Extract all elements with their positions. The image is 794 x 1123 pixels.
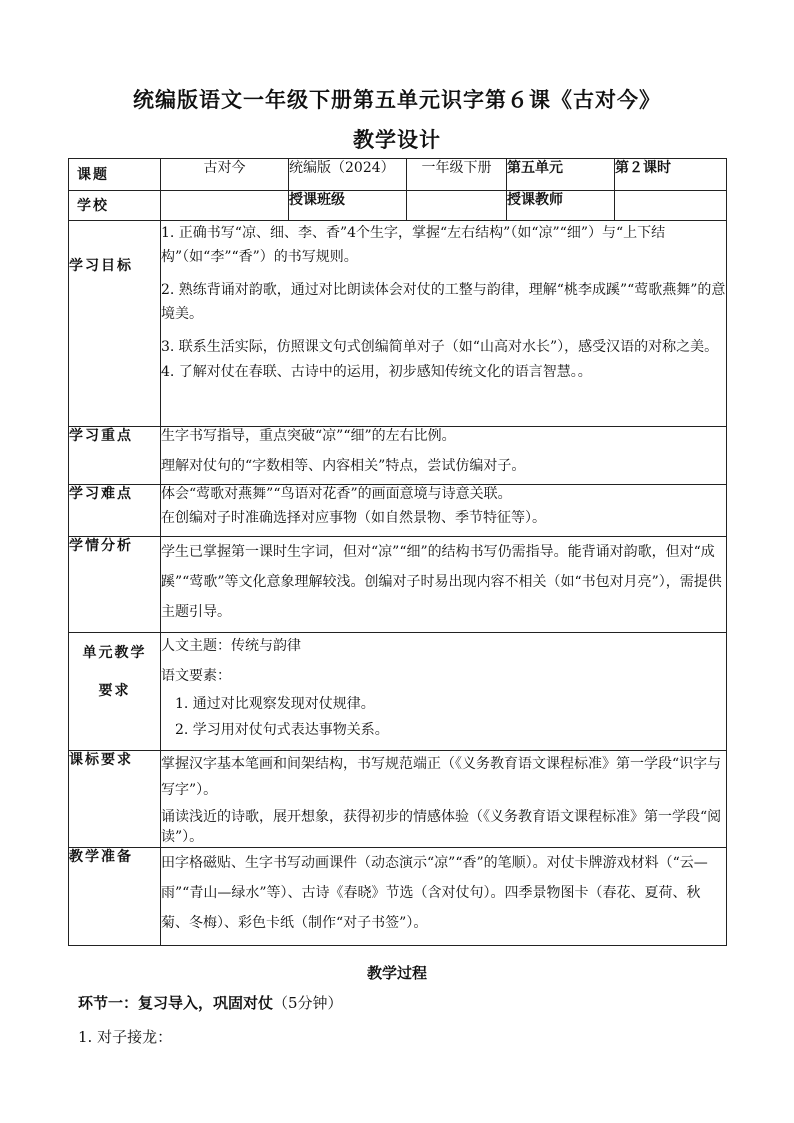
teacher-value bbox=[615, 191, 727, 221]
row-difficulties bbox=[69, 485, 727, 537]
row-school bbox=[69, 191, 727, 221]
topic-label: 课题 bbox=[69, 159, 161, 191]
step1-time: （5分钟） bbox=[273, 994, 343, 1012]
analysis-label: 学情分析 bbox=[69, 537, 161, 633]
difficulties-label: 学习难点 bbox=[69, 485, 161, 537]
analysis-text: 学生已掌握第一课时生字词，但对“凉”“细”的结构书写仍需指导。能背诵对韵歌，但对“成蹊”“莺歌”等文化意象理解较浅。创编对子时易出现内容不相关（如“书包对月亮”），需提供主题引导。 bbox=[161, 544, 722, 620]
curriculum-label: 课标要求 bbox=[69, 751, 161, 848]
unit-element-2: 2. 学习用对仗句式表达事物关系。 bbox=[175, 722, 389, 738]
objective-1: 1. 正确书写“凉、细、李、香”4个生字，掌握“左右结构”（如“凉”“细”）与“上下结构”（如“李”“香”）的书写规则。 bbox=[161, 225, 666, 265]
difficulty-1: 体会“莺歌对燕舞”“鸟语对花香”的画面意境与诗意关联。 bbox=[161, 486, 512, 502]
objective-3: 3. 联系生活实际，仿照课文句式创编简单对子（如“山高对水长”），感受汉语的对称之美。 bbox=[161, 339, 719, 355]
objective-2: 2. 熟练背诵对韵歌，通过对比朗读体会对仗的工整与韵律，理解“桃李成蹊”“莺歌燕舞”的意境美。 bbox=[161, 282, 726, 322]
curriculum-1: 掌握汉字基本笔画和间架结构，书写规范端正（《义务教育语文课程标准》第一学段“识字与写字”）。 bbox=[161, 756, 722, 798]
row-unit-requirements bbox=[69, 633, 727, 751]
difficulties-content bbox=[161, 485, 727, 537]
class-value bbox=[407, 191, 507, 221]
row-topic bbox=[69, 159, 727, 191]
row-analysis bbox=[69, 537, 727, 633]
grade-cell: 一年级下册 bbox=[407, 159, 507, 191]
analysis-content bbox=[161, 537, 727, 633]
objective-4: 4. 了解对仗在春联、古诗中的运用，初步感知传统文化的语言智慧。。 bbox=[161, 364, 592, 380]
unit-cell: 第五单元 bbox=[507, 159, 615, 191]
step1-heading bbox=[78, 992, 343, 1013]
key-points-content bbox=[161, 427, 727, 485]
unit-theme: 人文主题：传统与韵律 bbox=[161, 638, 301, 654]
key-point-2: 理解对仗句的“字数相等、内容相关”特点，尝试仿编对子。 bbox=[161, 458, 526, 474]
lesson-plan-table bbox=[68, 158, 727, 946]
preparation-content bbox=[161, 848, 727, 946]
unit-element-1: 1. 通过对比观察发现对仗规律。 bbox=[175, 696, 375, 712]
curriculum-2: 诵读浅近的诗歌，展开想象，获得初步的情感体验（《义务教育语文课程标准》第一学段“阅读”）。 bbox=[161, 809, 722, 845]
process-title: 教学过程 bbox=[366, 964, 427, 982]
period-cell: 第２课时 bbox=[615, 159, 727, 191]
document-subtitle: 教学设计 bbox=[353, 128, 441, 152]
document-title: 统编版语文一年级下册第五单元识字第６课《古对今》 bbox=[133, 88, 661, 112]
unit-req-label-line1: 单元教学 bbox=[82, 645, 147, 661]
row-key-points bbox=[69, 427, 727, 485]
lesson-name: 古对今 bbox=[161, 159, 289, 191]
school-value bbox=[161, 191, 289, 221]
curriculum-content bbox=[161, 751, 727, 848]
school-label: 学校 bbox=[69, 191, 161, 221]
step1-item-1: 1. 对子接龙： bbox=[78, 1028, 173, 1046]
teacher-label: 授课教师 bbox=[507, 191, 615, 221]
key-point-1: 生字书写指导，重点突破“凉”“细”的左右比例。 bbox=[161, 428, 456, 444]
unit-elements-title: 语文要素： bbox=[161, 668, 231, 684]
edition-cell: 统编版（2024） bbox=[289, 159, 407, 191]
unit-req-label bbox=[69, 633, 161, 751]
step1-title: 环节一：复习导入，巩固对仗 bbox=[78, 994, 274, 1012]
row-objectives bbox=[69, 221, 727, 427]
preparation-text: 田字格磁贴、生字书写动画课件（动态演示“凉”“香”的笔顺）。对仗卡牌游戏材料（“云—雨”“青山—绿水”等）、古诗《春晓》节选（含对仗句）。四季景物图卡（春花、夏荷、秋菊、冬梅）、彩色卡纸（制作“对子书签”）。 bbox=[161, 855, 708, 931]
row-preparation bbox=[69, 848, 727, 946]
row-curriculum bbox=[69, 751, 727, 848]
key-points-label: 学习重点 bbox=[69, 427, 161, 485]
class-label: 授课班级 bbox=[289, 191, 407, 221]
difficulty-2: 在创编对子时准确选择对应事物（如自然景物、季节特征等）。 bbox=[161, 510, 546, 526]
unit-req-label-line2: 要求 bbox=[98, 683, 131, 699]
unit-req-content bbox=[161, 633, 727, 751]
preparation-label: 教学准备 bbox=[69, 848, 161, 946]
objectives-label: 学习目标 bbox=[69, 221, 161, 427]
objectives-content bbox=[161, 221, 727, 427]
